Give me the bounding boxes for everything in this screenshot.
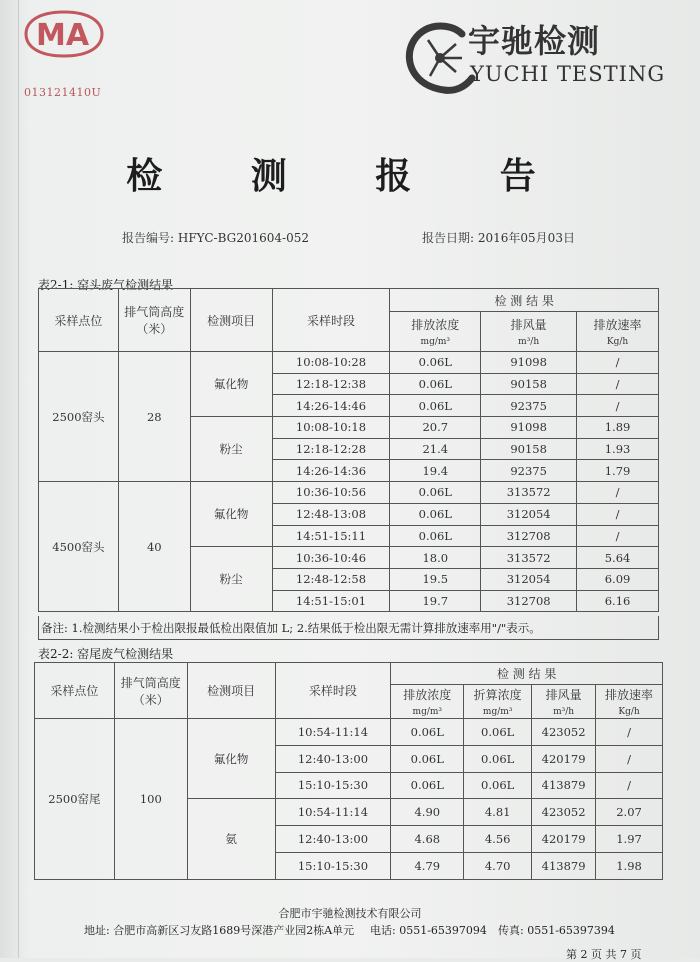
table1-caption: 表2-1: 窑头废气检测结果 xyxy=(38,278,174,292)
t2-header-stack xyxy=(114,663,187,719)
item-cell: 氟化物 xyxy=(190,482,272,547)
flow-cell: 91098 xyxy=(481,417,577,439)
flow-cell: 312054 xyxy=(481,568,577,590)
rate-cell: 1.89 xyxy=(577,417,659,439)
conc-cell: 19.4 xyxy=(390,460,481,482)
conc-cell: 0.06L xyxy=(390,395,481,417)
time-cell: 14:51-15:01 xyxy=(272,590,390,612)
time-cell: 12:18-12:38 xyxy=(272,373,390,395)
cma-code: 013121410U xyxy=(24,86,102,99)
t1-header-time: 采样时段 xyxy=(272,289,390,352)
footer-phone: 电话: 0551-65397094 xyxy=(370,924,487,937)
report-number xyxy=(122,229,309,246)
t2-body xyxy=(35,719,663,880)
rate-cell: / xyxy=(577,352,659,374)
conc-cell: 4.90 xyxy=(391,799,464,826)
conv-cell: 0.06L xyxy=(464,745,532,772)
binding-line xyxy=(18,0,19,958)
t1-header-conc xyxy=(390,312,481,352)
conc-cell: 0.06L xyxy=(390,373,481,395)
t2-header-conv-unit: mg/m³ xyxy=(482,707,513,717)
t1-header-rate-label: 排放速率 xyxy=(593,318,642,332)
t2-header-flow xyxy=(532,685,596,719)
t1-header-item: 检测项目 xyxy=(190,289,272,352)
rate-cell: 6.09 xyxy=(577,568,659,590)
conv-cell: 0.06L xyxy=(464,772,532,799)
brand-name-en: YUCHI TESTING xyxy=(470,62,666,86)
t1-header-rate-unit: Kg/h xyxy=(606,337,629,347)
rate-cell: / xyxy=(596,719,663,746)
t2-header-site: 采样点位 xyxy=(35,663,115,719)
stack-height-cell: 28 xyxy=(118,352,190,482)
table2-caption: 表2-2: 窑尾废气检测结果 xyxy=(38,647,174,661)
conv-cell: 0.06L xyxy=(464,719,532,746)
t2-header-stack-line2: （米） xyxy=(132,692,169,707)
table1-kiln-head-results xyxy=(38,288,659,612)
flow-cell: 312708 xyxy=(481,590,577,612)
conc-cell: 0.06L xyxy=(390,482,481,504)
conc-cell: 18.0 xyxy=(390,547,481,569)
time-cell: 10:54-11:14 xyxy=(275,719,391,746)
conc-cell: 0.06L xyxy=(390,503,481,525)
conc-cell: 19.7 xyxy=(390,590,481,612)
t2-header-stack-line1: 排气筒高度 xyxy=(120,675,181,690)
t2-header-time: 采样时段 xyxy=(275,663,391,719)
time-cell: 15:10-15:30 xyxy=(275,772,391,799)
rate-cell: / xyxy=(596,772,663,799)
t1-header-flow-label: 排风量 xyxy=(510,318,547,332)
flow-cell: 420179 xyxy=(532,745,596,772)
t2-header-results: 检 测 结 果 xyxy=(391,663,663,685)
rate-cell: 5.64 xyxy=(577,547,659,569)
cma-mark-text: MA xyxy=(36,18,90,53)
flow-cell: 91098 xyxy=(481,352,577,374)
time-cell: 10:08-10:18 xyxy=(272,417,390,439)
flow-cell: 313572 xyxy=(481,547,577,569)
conc-cell: 0.06L xyxy=(391,772,464,799)
rate-cell: / xyxy=(596,745,663,772)
conc-cell: 20.7 xyxy=(390,417,481,439)
t2-header-conv-label: 折算浓度 xyxy=(473,688,522,702)
t1-header-site: 采样点位 xyxy=(39,289,119,352)
report-title: 检 测 报 告 xyxy=(126,156,574,197)
stack-height-cell: 100 xyxy=(114,719,187,880)
item-cell: 粉尘 xyxy=(190,417,272,482)
flow-cell: 92375 xyxy=(481,460,577,482)
rate-cell: / xyxy=(577,395,659,417)
conc-cell: 4.68 xyxy=(391,826,464,853)
conc-cell: 19.5 xyxy=(390,568,481,590)
flow-cell: 312708 xyxy=(481,525,577,547)
conc-cell: 21.4 xyxy=(390,438,481,460)
rate-cell: / xyxy=(577,482,659,504)
report-date-value: 2016年05月03日 xyxy=(477,231,575,245)
t2-header-conc xyxy=(391,685,464,719)
rate-cell: / xyxy=(577,373,659,395)
footer-company: 合肥市宇驰检测技术有限公司 xyxy=(278,907,422,920)
time-cell: 10:08-10:28 xyxy=(272,352,390,374)
rate-cell: / xyxy=(577,525,659,547)
t2-header-conv xyxy=(464,685,532,719)
t2-header-item: 检测项目 xyxy=(187,663,275,719)
time-cell: 12:40-13:00 xyxy=(275,826,391,853)
flow-cell: 413879 xyxy=(532,852,596,879)
table1-note: 备注: 1.检测结果小于检出限报最低检出限值加 L; 2.结果低于检出限无需计算排放速率用"/"表示。 xyxy=(38,616,659,640)
stack-height-cell: 40 xyxy=(118,482,190,612)
t1-header-results: 检 测 结 果 xyxy=(390,289,659,312)
time-cell: 10:36-10:46 xyxy=(272,547,390,569)
flow-cell: 90158 xyxy=(481,438,577,460)
t1-header-conc-unit: mg/m³ xyxy=(420,337,451,347)
flow-cell: 420179 xyxy=(532,826,596,853)
conv-cell: 4.56 xyxy=(464,826,532,853)
time-cell: 15:10-15:30 xyxy=(275,852,391,879)
cma-seal-icon xyxy=(20,8,108,60)
t2-header-flow-unit: m³/h xyxy=(553,707,575,717)
time-cell: 12:18-12:28 xyxy=(272,438,390,460)
item-cell: 氟化物 xyxy=(190,352,272,417)
brand-name-cn: 宇驰检测 xyxy=(468,22,601,60)
site-cell: 2500窑尾 xyxy=(35,719,115,880)
report-number-label: 报告编号: xyxy=(122,231,175,245)
flow-cell: 92375 xyxy=(481,395,577,417)
conc-cell: 0.06L xyxy=(391,745,464,772)
time-cell: 14:51-15:11 xyxy=(272,525,390,547)
conv-cell: 4.81 xyxy=(464,799,532,826)
site-cell: 4500窑头 xyxy=(39,482,119,612)
t1-header-stack-line2: （米） xyxy=(136,322,173,336)
rate-cell: 1.93 xyxy=(577,438,659,460)
rate-cell: / xyxy=(577,503,659,525)
t2-header-conc-unit: mg/m³ xyxy=(412,707,443,717)
t1-header-flow xyxy=(481,312,577,352)
t1-header-stack xyxy=(118,289,190,352)
site-cell: 2500窑头 xyxy=(39,352,119,482)
conc-cell: 4.79 xyxy=(391,852,464,879)
conc-cell: 0.06L xyxy=(390,352,481,374)
flow-cell: 413879 xyxy=(532,772,596,799)
rate-cell: 1.79 xyxy=(577,460,659,482)
time-cell: 10:54-11:14 xyxy=(275,799,391,826)
time-cell: 14:26-14:46 xyxy=(272,395,390,417)
item-cell: 氟化物 xyxy=(187,719,275,799)
flow-cell: 312054 xyxy=(481,503,577,525)
t2-header-flow-label: 排风量 xyxy=(545,688,582,702)
rate-cell: 1.97 xyxy=(596,826,663,853)
t2-header-rate-label: 排放速率 xyxy=(605,688,654,702)
table-row xyxy=(35,719,663,746)
table-row xyxy=(39,482,659,504)
conv-cell: 4.70 xyxy=(464,852,532,879)
item-cell: 粉尘 xyxy=(190,547,272,612)
flow-cell: 313572 xyxy=(481,482,577,504)
rate-cell: 1.98 xyxy=(596,852,663,879)
footer-page: 第 2 页 共 7 页 xyxy=(566,948,642,961)
table-row xyxy=(39,352,659,374)
flow-cell: 423052 xyxy=(532,799,596,826)
report-date xyxy=(422,229,575,246)
t2-header-rate xyxy=(596,685,663,719)
time-cell: 10:36-10:56 xyxy=(272,482,390,504)
table2-kiln-tail-results xyxy=(34,662,663,880)
t1-header-stack-line1: 排气筒高度 xyxy=(124,305,185,319)
report-date-label: 报告日期: xyxy=(422,231,475,245)
t1-header-conc-label: 排放浓度 xyxy=(411,318,460,332)
rate-cell: 6.16 xyxy=(577,590,659,612)
t1-body xyxy=(39,352,659,612)
t1-header-rate xyxy=(577,312,659,352)
conc-cell: 0.06L xyxy=(391,719,464,746)
time-cell: 12:48-12:58 xyxy=(272,568,390,590)
t2-header-rate-unit: Kg/h xyxy=(618,707,640,717)
flow-cell: 423052 xyxy=(532,719,596,746)
flow-cell: 90158 xyxy=(481,373,577,395)
time-cell: 12:48-13:08 xyxy=(272,503,390,525)
rate-cell: 2.07 xyxy=(596,799,663,826)
conc-cell: 0.06L xyxy=(390,525,481,547)
report-number-value: HFYC-BG201604-052 xyxy=(177,231,310,245)
t2-header-conc-label: 排放浓度 xyxy=(403,688,452,702)
time-cell: 14:26-14:36 xyxy=(272,460,390,482)
item-cell: 氨 xyxy=(187,799,275,879)
time-cell: 12:40-13:00 xyxy=(275,745,391,772)
t1-header-flow-unit: m³/h xyxy=(518,337,540,347)
footer-address: 地址: 合肥市高新区习友路1689号深港产业园2栋A单元 xyxy=(84,924,355,937)
footer-fax: 传真: 0551-65397394 xyxy=(498,924,615,937)
